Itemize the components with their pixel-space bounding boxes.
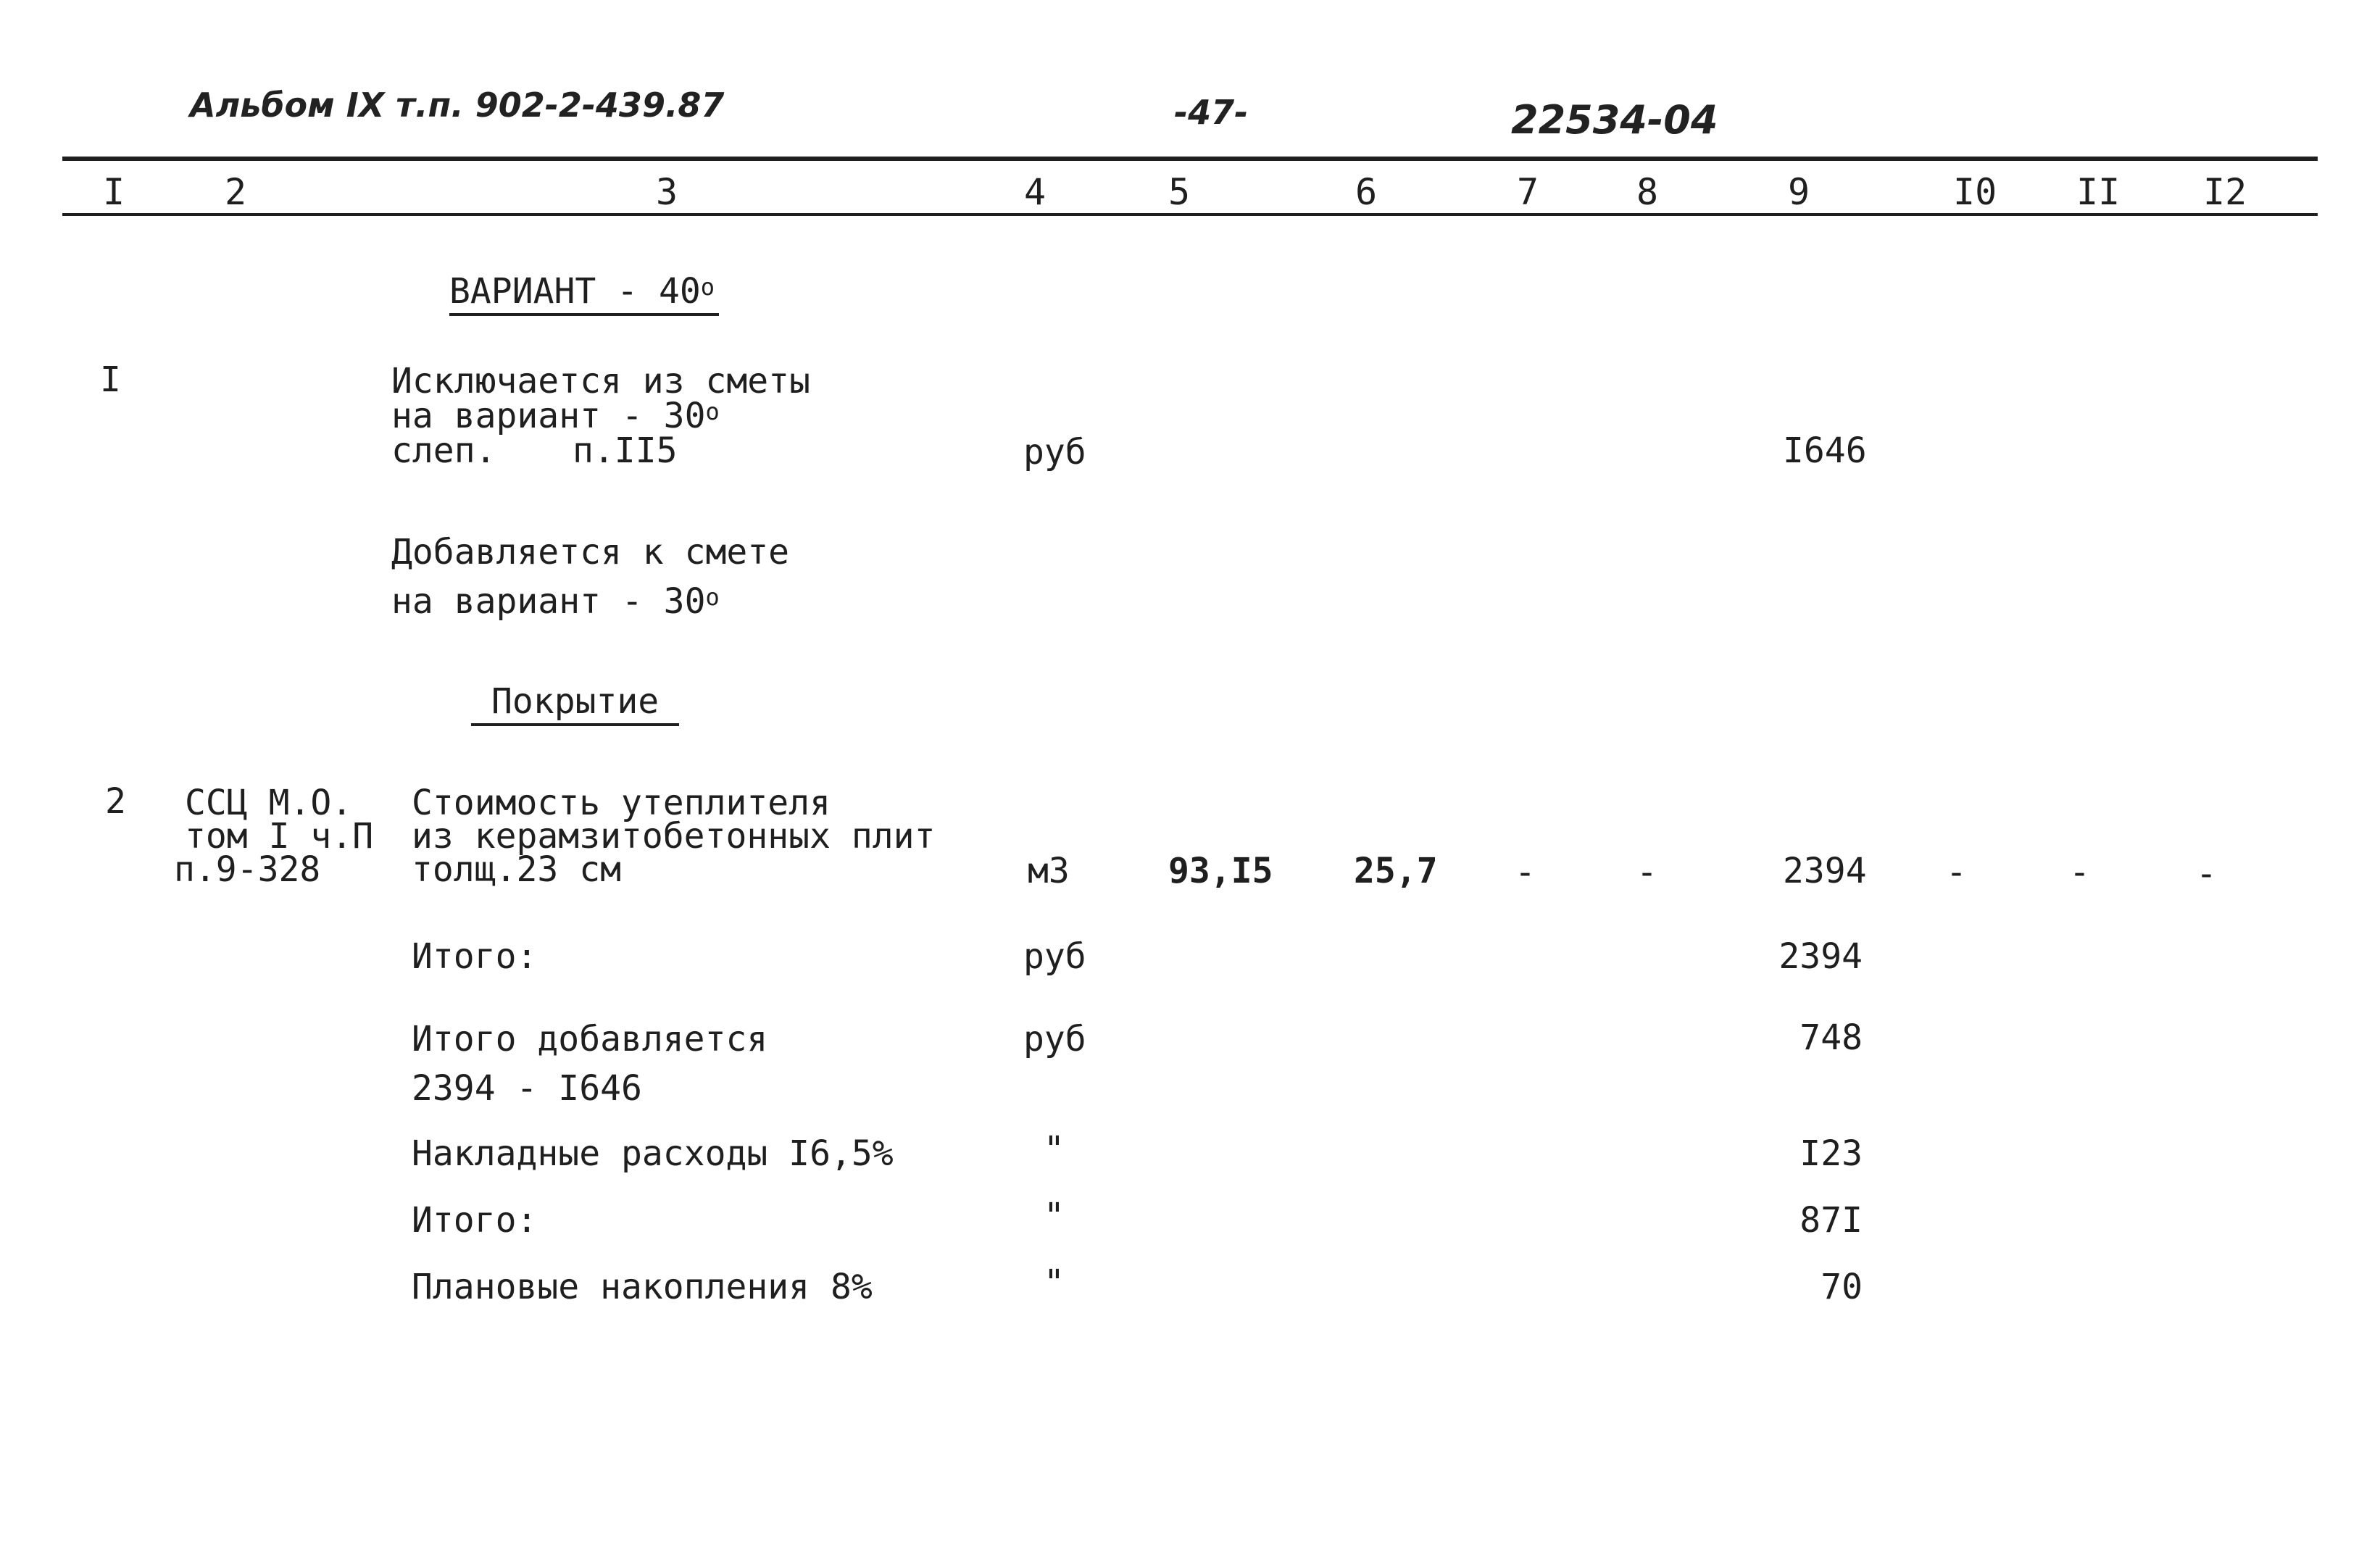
- section-heading: Покрытие: [471, 684, 679, 726]
- add-heading-line: на вариант - 30$^o$: [391, 581, 720, 622]
- item-number: I: [100, 359, 121, 400]
- summary-value: 2394: [1778, 936, 1863, 977]
- item-total: 2394: [1783, 851, 1867, 891]
- item-unit: м3: [1028, 851, 1070, 891]
- summary-label: Плановые накопления 8%: [412, 1267, 873, 1307]
- item-description-line: слеп.: [391, 430, 496, 471]
- summary-unit: руб: [1023, 936, 1086, 977]
- summary-label: Итого:: [412, 1200, 538, 1241]
- item-reference: п.II5: [573, 430, 678, 471]
- column-number: 9: [1788, 171, 1810, 213]
- item-col10: -: [1946, 852, 1967, 893]
- column-number: I: [103, 171, 125, 213]
- item-col8: -: [1636, 852, 1657, 893]
- add-heading-line: Добавляется к смете: [391, 532, 790, 572]
- column-number: 8: [1636, 171, 1659, 213]
- summary-unit: ": [1044, 1196, 1065, 1236]
- summary-unit: ": [1044, 1129, 1065, 1170]
- column-number: 2: [225, 171, 247, 213]
- column-number: I2: [2203, 171, 2247, 213]
- item-description-line: Исключается из сметы: [391, 361, 810, 401]
- summary-value: 748: [1799, 1017, 1863, 1058]
- item-unit: руб: [1023, 432, 1086, 472]
- summary-label-formula: 2394 - I646: [412, 1068, 642, 1109]
- item-reference-line: п.9-328: [174, 849, 321, 890]
- summary-value: 70: [1821, 1267, 1863, 1307]
- header-bottom-rule: [62, 213, 2318, 216]
- summary-value: 87I: [1799, 1200, 1863, 1241]
- column-number: 3: [656, 171, 678, 213]
- column-number: 5: [1168, 171, 1191, 213]
- album-reference: Альбом IX т.п. 902-2-439.87: [190, 86, 725, 125]
- item-total: I646: [1783, 430, 1867, 471]
- column-number: II: [2076, 171, 2121, 213]
- item-reference-line: том I ч.П: [185, 816, 374, 857]
- column-number: 6: [1355, 171, 1378, 213]
- item-unit-price: 25,7: [1354, 851, 1438, 891]
- header-top-rule: [62, 157, 2318, 161]
- column-number: I0: [1953, 171, 1997, 213]
- summary-unit: руб: [1023, 1019, 1086, 1059]
- summary-label: Итого добавляется: [412, 1019, 768, 1059]
- item-col12: -: [2196, 854, 2217, 894]
- item-number: 2: [105, 781, 126, 822]
- summary-unit: ": [1044, 1262, 1065, 1303]
- item-description-line: из керамзитобетонных плит: [412, 816, 936, 857]
- summary-label: Накладные расходы I6,5%: [412, 1133, 894, 1174]
- column-number: 4: [1024, 171, 1047, 213]
- item-description-line: Стоимость утеплителя: [412, 783, 831, 823]
- summary-value: I23: [1799, 1133, 1863, 1174]
- item-reference-line: ССЦ М.О.: [185, 783, 353, 823]
- summary-label: Итого:: [412, 936, 538, 977]
- item-col7: -: [1515, 852, 1536, 893]
- item-description-line: толщ.23 см: [412, 849, 621, 890]
- item-quantity: 93,I5: [1168, 851, 1273, 891]
- item-description-line: на вариант - 30$^o$: [391, 396, 720, 436]
- item-col11: -: [2069, 852, 2090, 893]
- page-number: -47-: [1174, 93, 1249, 132]
- document-code: 22534-04: [1511, 97, 1718, 143]
- variant-heading: ВАРИАНТ - 40$^o$: [449, 274, 719, 316]
- column-number: 7: [1517, 171, 1539, 213]
